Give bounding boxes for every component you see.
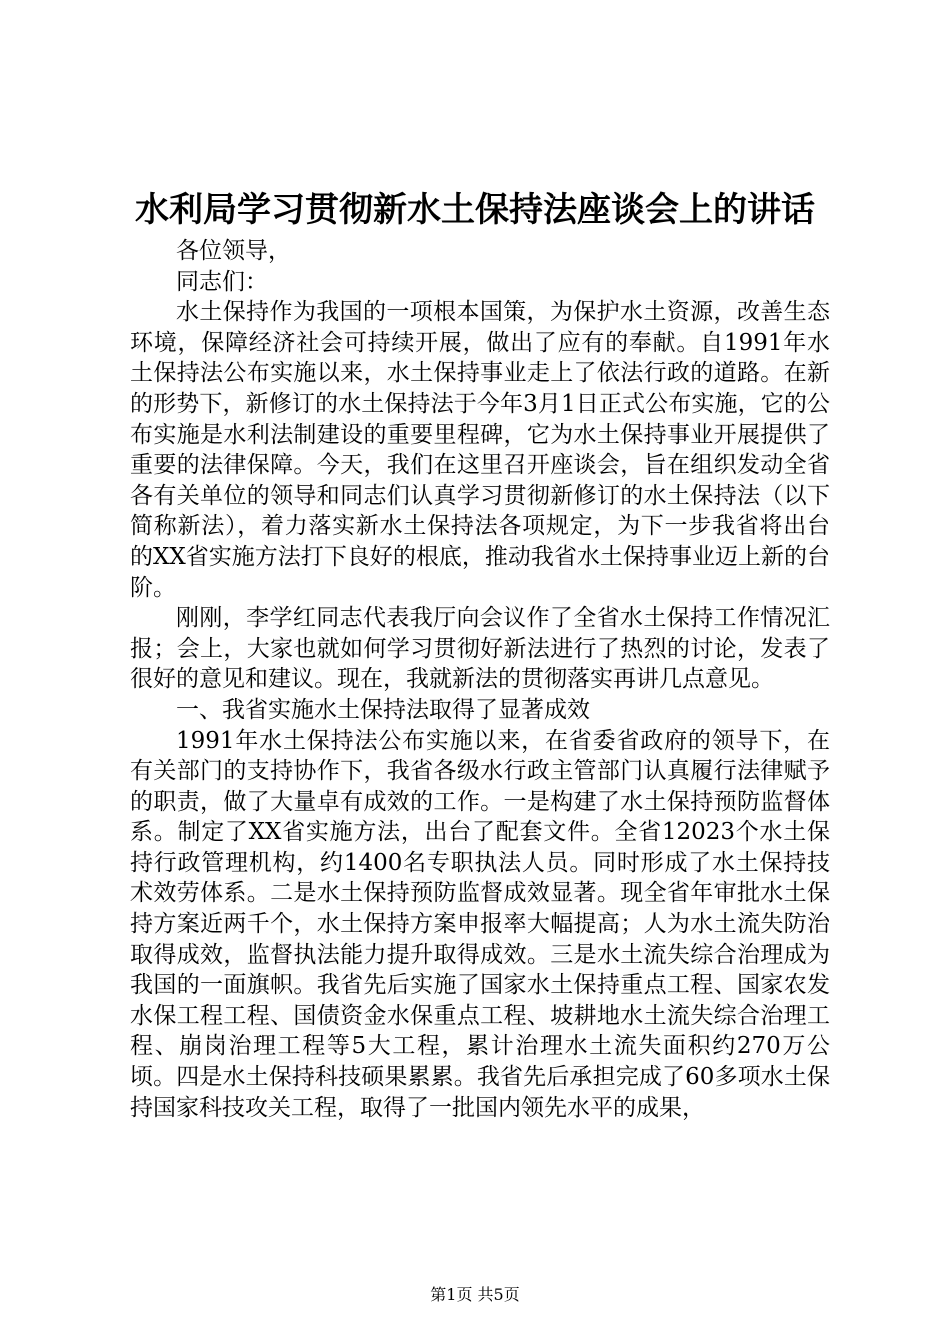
salutation-leaders: 各位领导， xyxy=(176,238,291,264)
body-paragraph: 水土保持作为我国的一项根本国策，为保护水土资源，改善生态环境，保障经济社会可持续开展，做出了应有的奉献。自1991年水土保持法公布实施以来，水土保持事业走上了依法行政的道路。在新的形势下，新修订的水土保持法于今年3月1日正式公布实施，它的公布实施是水利法制建设的重要里程碑，它为水土保持事业开展提供了重要的法律保障。今天，我们在这里召开座谈会，旨在组织发动全省各有关单位的领导和同志们认真学习贯彻新修订的水土保持法（以下简称新法），着力落实新水土保持法各项规定，为下一步我省将出台的XX省实施方法打下良好的根底，推动我省水土保持事业迈上新的台阶。 xyxy=(130,299,830,601)
body-paragraph: 1991年水土保持法公布实施以来，在省委省政府的领导下，在有关部门的支持协作下，我省各级水行政主管部门认真履行法律赋予的职责，做了大量卓有成效的工作。一是构建了水土保持预防监督体系。制定了XX省实施方法，出台了配套文件。全省12023个水土保持行政管理机构，约1400名专职执法人员。同时形成了水土保持技术效劳体系。二是水土保持预防监督成效显著。现全省年审批水土保持方案近两千个，水土保持方案申报率大幅提高；人为水土流失防治取得成效，监督执法能力提升取得成效。三是水土流失综合治理成为我国的一面旗帜。我省先后实施了国家水土保持重点工程、国家农发水保工程工程、国债资金水保重点工程、坡耕地水土流失综合治理工程、崩岗治理工程等5大工程，累计治理水土流失面积约270万公顷。四是水土保持科技硕果累累。我省先后承担完成了60多项水土保持国家科技攻关工程，取得了一批国内领先水平的成果， xyxy=(130,727,830,1121)
page-footer: 第1页 共5页 xyxy=(430,1285,520,1304)
section-heading: 一、我省实施水土保持法取得了显著成效 xyxy=(176,696,590,723)
document-body xyxy=(130,236,830,1123)
salutation-comrades: 同志们： xyxy=(176,268,268,295)
document-title: 水利局学习贯彻新水土保持法座谈会上的讲话 xyxy=(135,190,815,230)
body-paragraph: 刚刚，李学红同志代表我厅向会议作了全省水土保持工作情况汇报；会上，大家也就如何学习贯彻好新法进行了热烈的讨论，发表了很好的意见和建议。现在，我就新法的贯彻落实再讲几点意见。 xyxy=(130,605,830,693)
